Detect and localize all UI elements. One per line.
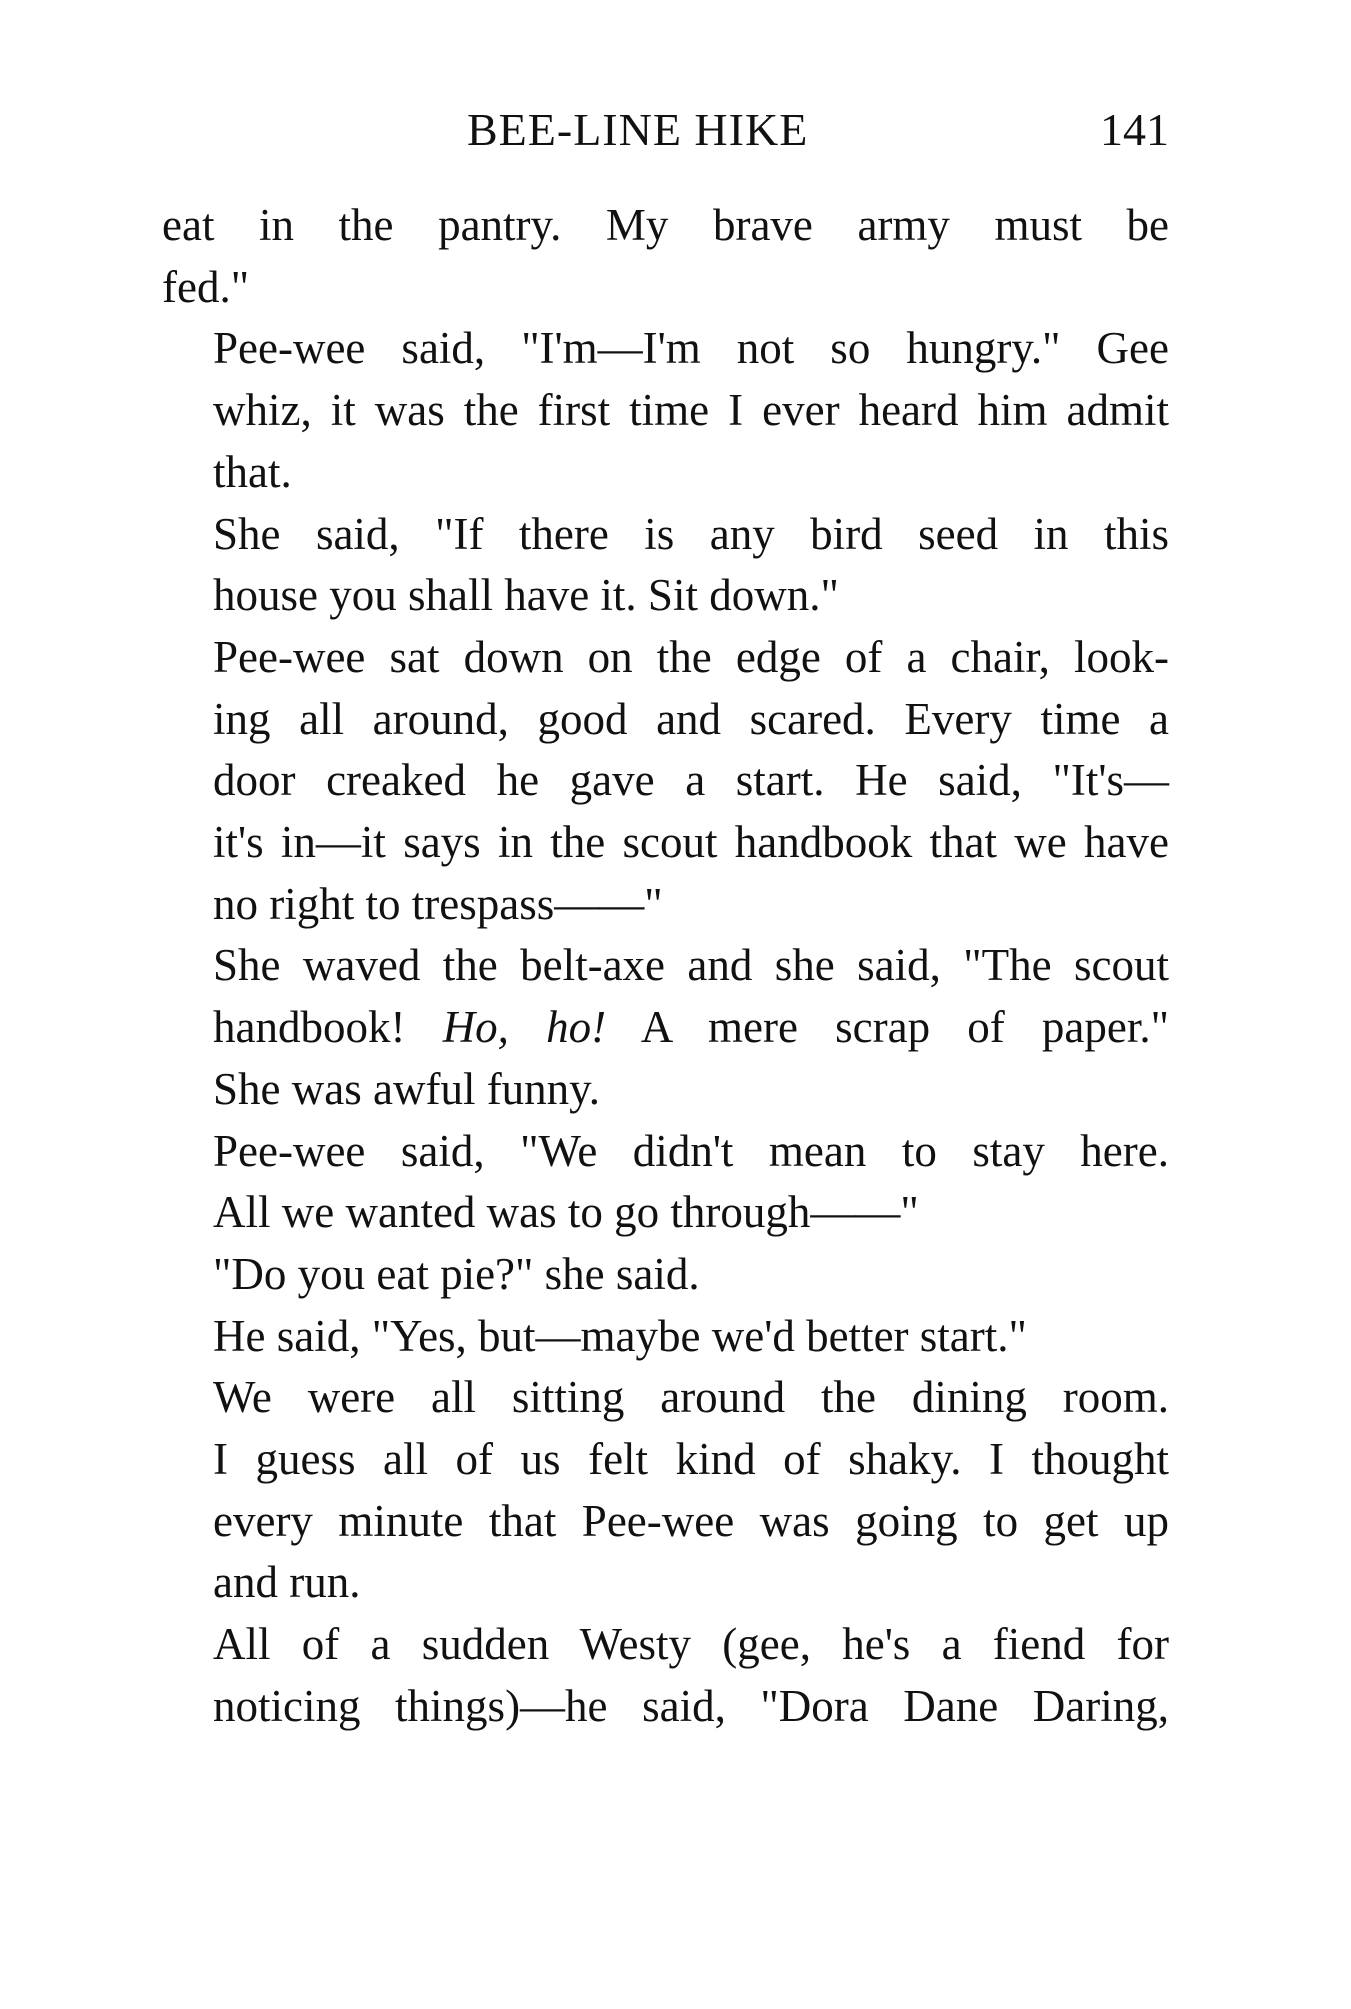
text-line: ing all around, good and scared. Every time a xyxy=(213,693,1169,744)
text-line: Pee-wee sat down on the edge of a chair, look- xyxy=(213,631,1169,682)
paragraph-5 xyxy=(162,935,1169,1120)
paragraph-8 xyxy=(162,1306,1169,1368)
paragraph-10 xyxy=(162,1614,1169,1737)
page-number: 141 xyxy=(1100,104,1169,155)
italic-text: Ho, ho! xyxy=(442,1002,607,1053)
text-line: All of a sudden Westy (gee, he's a fiend for xyxy=(213,1619,1169,1670)
paragraph-2 xyxy=(162,318,1169,503)
text-fragment: A mere scrap of paper." xyxy=(640,1002,1169,1053)
text-line: "Do you eat pie?" she said. xyxy=(213,1248,700,1299)
text-line: no right to trespass——" xyxy=(213,878,663,929)
text-line: it's in—it says in the scout handbook that we have xyxy=(213,817,1169,868)
text-line: door creaked he gave a start. He said, "It's— xyxy=(213,755,1169,806)
text-line: He said, "Yes, but—maybe we'd better start." xyxy=(213,1310,1027,1361)
text-line: She said, "If there is any bird seed in this xyxy=(213,508,1169,559)
text-line: and run. xyxy=(213,1557,361,1608)
running-head xyxy=(162,100,1169,170)
text-line: Pee-wee said, "We didn't mean to stay here. xyxy=(213,1125,1169,1176)
text-line: All we wanted was to go through——" xyxy=(213,1187,919,1238)
paragraph-6 xyxy=(162,1121,1169,1244)
text-line: house you shall have it. Sit down." xyxy=(213,570,839,621)
text-line: We were all sitting around the dining room. xyxy=(213,1372,1169,1423)
text-line: every minute that Pee-wee was going to get up xyxy=(213,1495,1169,1546)
paragraph-3 xyxy=(162,504,1169,627)
paragraph-9 xyxy=(162,1367,1169,1614)
paragraph-1 xyxy=(162,195,1169,318)
text-line: She waved the belt-axe and she said, "The scout xyxy=(213,940,1169,991)
text-line: eat in the pantry. My brave army must be xyxy=(162,200,1169,250)
text-line: She was awful funny. xyxy=(213,1063,601,1114)
text-line: whiz, it was the first time I ever heard him admit xyxy=(213,385,1169,436)
text-fragment: handbook! xyxy=(213,1002,406,1053)
text-line: fed." xyxy=(162,261,250,312)
text-line: Pee-wee said, "I'm—I'm not so hungry." Gee xyxy=(213,323,1169,374)
paragraph-4 xyxy=(162,627,1169,936)
body-text xyxy=(162,195,1169,1738)
paragraph-7 xyxy=(162,1244,1169,1306)
text-line xyxy=(162,997,1169,1059)
running-title: BEE-LINE HIKE xyxy=(467,104,809,155)
text-line: that. xyxy=(213,446,292,497)
text-line: I guess all of us felt kind of shaky. I thought xyxy=(213,1434,1169,1485)
text-line: noticing things)—he said, "Dora Dane Daring, xyxy=(213,1680,1169,1731)
